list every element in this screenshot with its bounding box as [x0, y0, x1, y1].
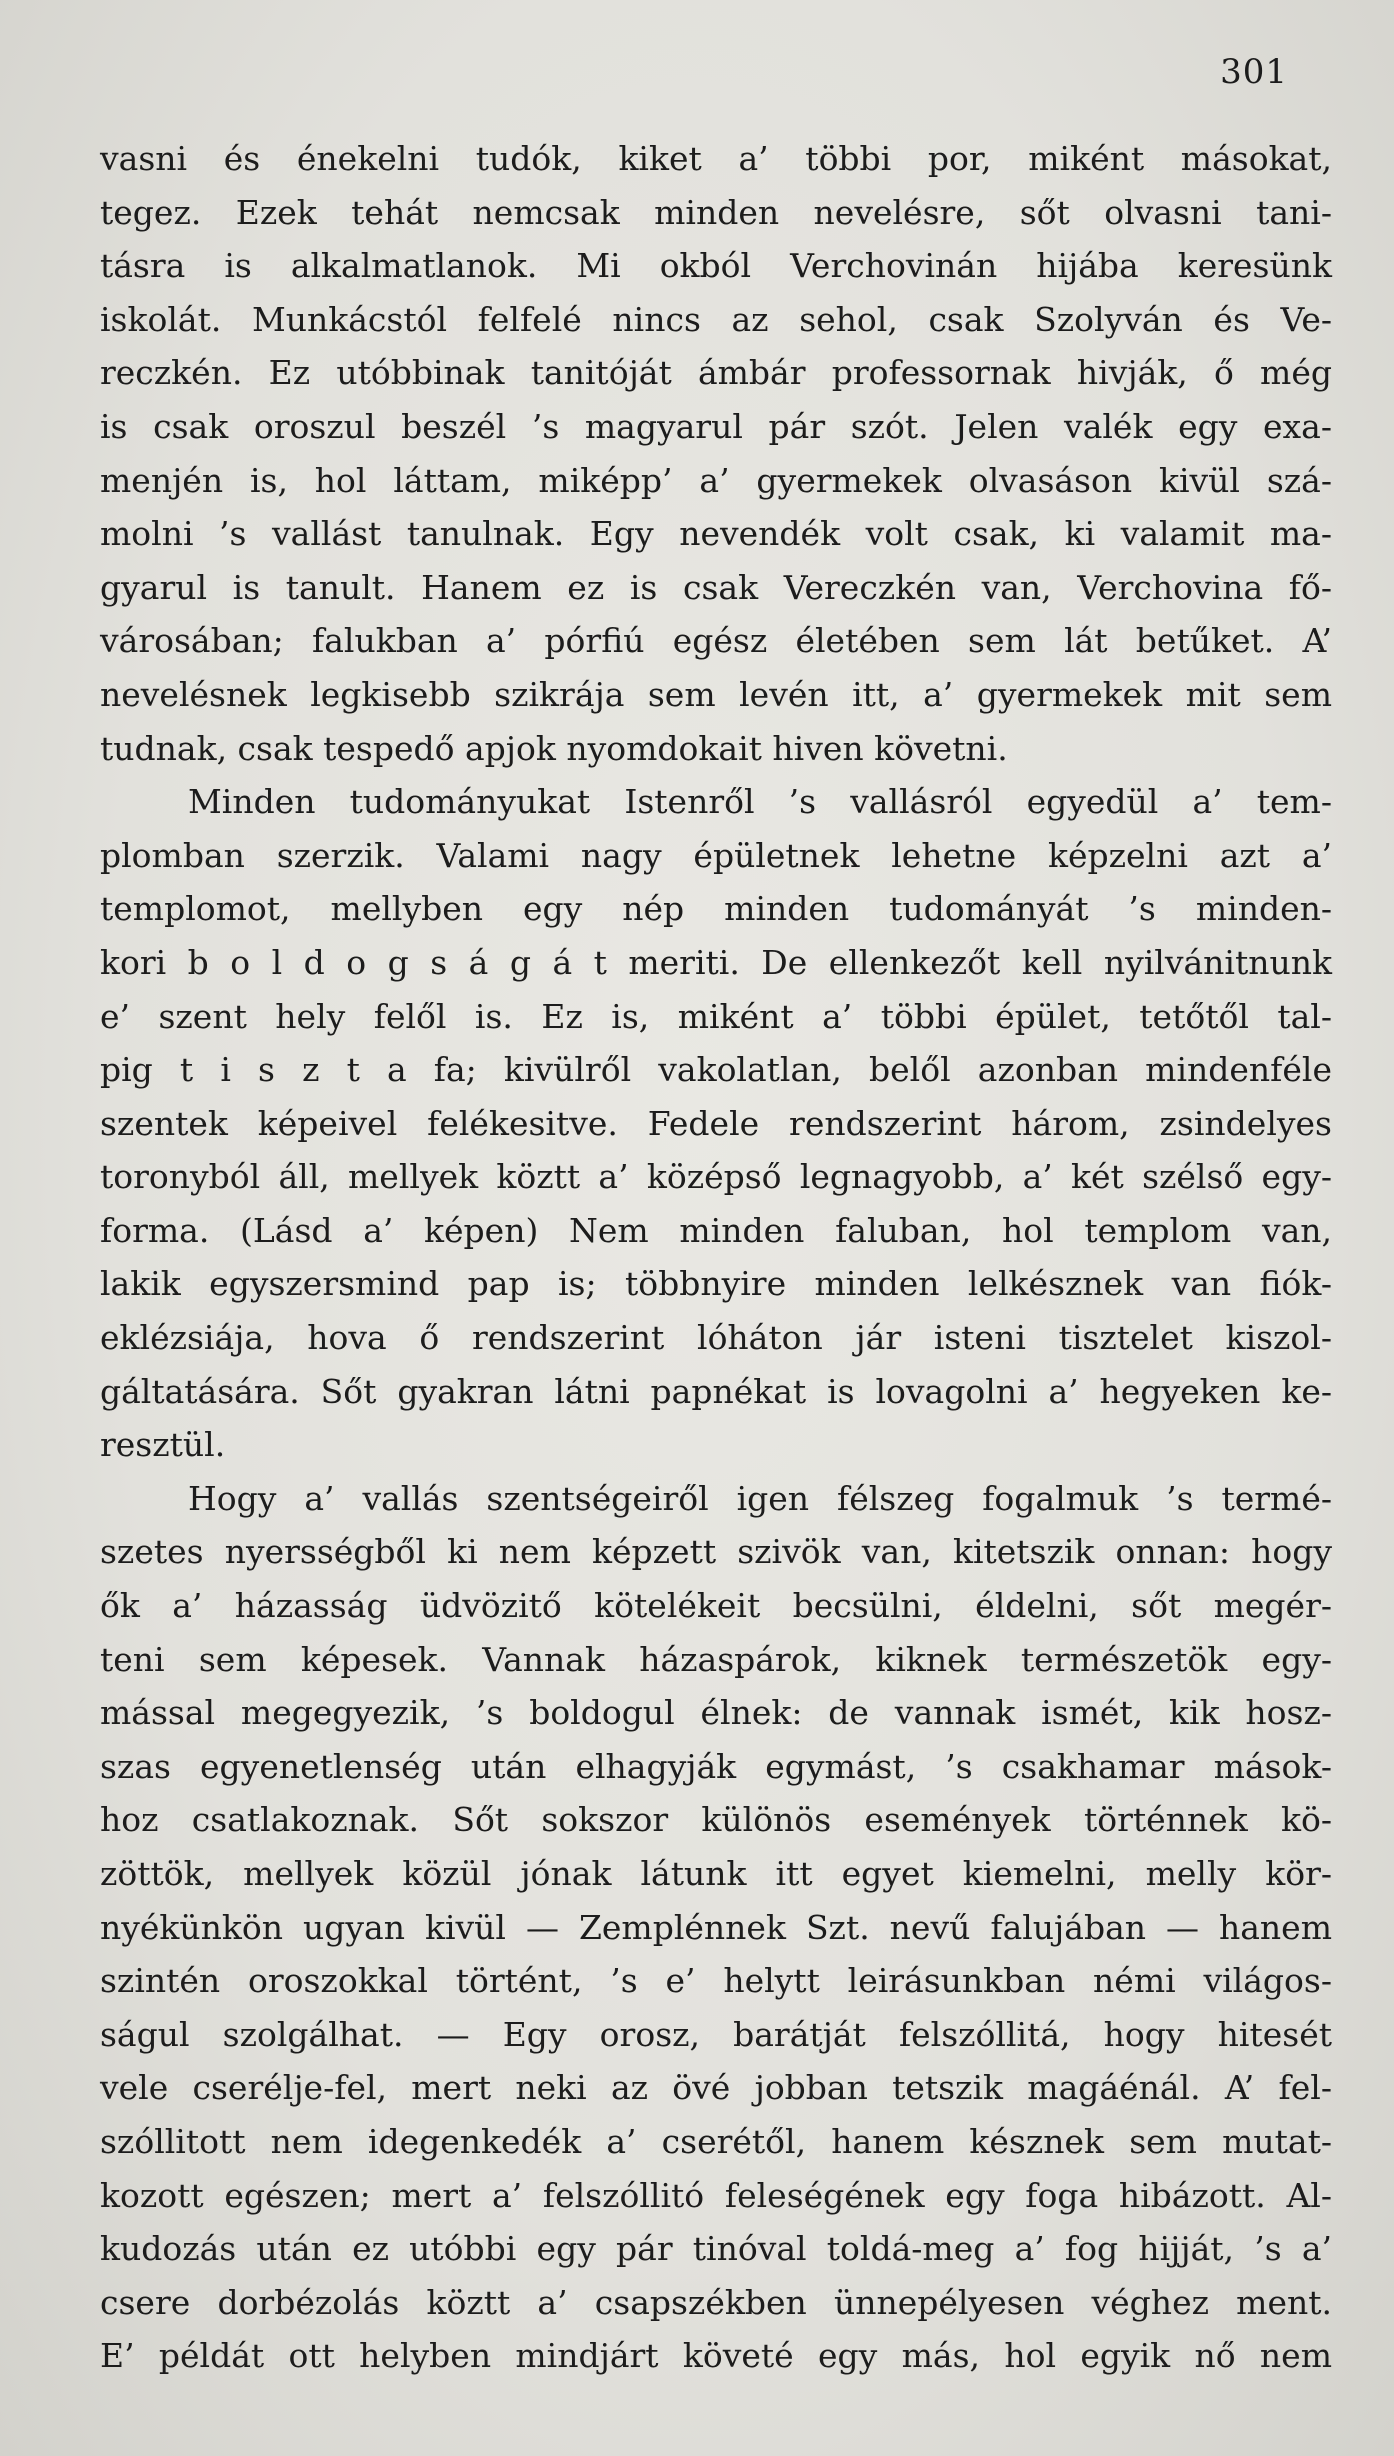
text-line: forma. (Lásd a’ képen) Nem minden faluban, hol templom van, [100, 1210, 1332, 1250]
text-line: ságul szolgálhat. — Egy orosz, barátját felszóllitá, hogy hitesét [100, 2014, 1332, 2054]
text-line: eklézsiája, hova ő rendszerint lóháton jár isteni tisztelet kiszol- [100, 1318, 1332, 1358]
text-line: tudnak, csak tespedő apjok nyomdokait hiven követni. [100, 728, 1008, 768]
text-line: E’ példát ott helyben mindjárt követé egy más, hol egyik nő nem [100, 2336, 1332, 2376]
text-line: szóllitott nem idegenkedék a’ cserétől, hanem késznek sem mutat- [100, 2121, 1332, 2161]
text-line: nevelésnek legkisebb szikrája sem levén itt, a’ gyermekek mit sem [100, 674, 1332, 714]
text-line: ők a’ házasság üdvözitő kötelékeit becsülni, éldelni, sőt megér- [100, 1586, 1332, 1626]
text-line: e’ szent hely felől is. Ez is, miként a’ többi épület, tetőtől tal- [100, 996, 1332, 1036]
text-line: kudozás után ez utóbbi egy pár tinóval toldá-meg a’ fog hijját, ’s a’ [100, 2229, 1332, 2269]
text-line: kori b o l d o g s á g á t meriti. De ellenkezőt kell nyilvánitnunk [100, 942, 1332, 982]
text-line: pig t i s z t a fa; kivülről vakolatlan, belől azonban mindenféle [100, 1050, 1332, 1090]
text-line: teni sem képesek. Vannak házaspárok, kiknek természetök egy- [100, 1639, 1332, 1679]
text-line: toronyból áll, mellyek köztt a’ középső legnagyobb, a’ két szélső egy- [100, 1157, 1332, 1197]
paragraph [100, 132, 1332, 775]
text-line: szintén oroszokkal történt, ’s e’ helytt leirásunkban némi világos- [100, 1961, 1332, 2001]
text-line: nyékünkön ugyan kivül — Zemplénnek Szt. nevű falujában — hanem [100, 1907, 1332, 1947]
text-line: resztül. [100, 1425, 226, 1465]
text-line: vasni és énekelni tudók, kiket a’ többi por, miként másokat, [100, 139, 1332, 178]
text-line: menjén is, hol láttam, miképp’ a’ gyermekek olvasáson kivül szá- [100, 460, 1332, 500]
text-line: zöttök, mellyek közül jónak látunk itt egyet kiemelni, melly kör- [100, 1854, 1332, 1893]
text-line: templomot, mellyben egy nép minden tudományát ’s minden- [100, 889, 1332, 929]
paragraph [100, 775, 1332, 1472]
text-line: lakik egyszersmind pap is; többnyire minden lelkésznek van fiók- [100, 1264, 1332, 1304]
text-line: hoz csatlakoznak. Sőt sokszor különös események történnek kö- [100, 1800, 1332, 1840]
text-line: vele cserélje-fel, mert neki az övé jobban tetszik magáénál. A’ fel- [100, 2068, 1332, 2108]
text-line: városában; falukban a’ pórfiú egész életében sem lát betűket. A’ [100, 621, 1332, 661]
text-line: iskolát. Munkácstól felfelé nincs az sehol, csak Szolyván és Ve- [100, 299, 1332, 339]
text-line: szas egyenetlenség után elhagyják egymást, ’s csakhamar mások- [100, 1746, 1332, 1786]
text-line: tegez. Ezek tehát nemcsak minden nevelésre, sőt olvasni tani- [100, 192, 1332, 232]
text-line: gyarul is tanult. Hanem ez is csak Vereczkén van, Verchovina fő- [100, 567, 1332, 607]
text-line: is csak oroszul beszél ’s magyarul pár szót. Jelen valék egy exa- [100, 406, 1332, 446]
text-line: tásra is alkalmatlanok. Mi okból Verchovinán hijába keresünk [100, 246, 1332, 286]
text-line: Hogy a’ vallás szentségeiről igen félszeg fogalmuk ’s termé- [188, 1478, 1332, 1518]
body-text [100, 132, 1332, 2383]
text-line: plomban szerzik. Valami nagy épületnek lehetne képzelni azt a’ [100, 835, 1332, 875]
text-line: mással megegyezik, ’s boldogul élnek: de vannak ismét, kik hosz- [100, 1693, 1332, 1733]
text-line: molni ’s vallást tanulnak. Egy nevendék volt csak, ki valamit ma- [100, 514, 1332, 554]
text-line: kozott egészen; mert a’ felszóllitó feleségének egy foga hibázott. Al- [100, 2175, 1332, 2215]
text-line: reczkén. Ez utóbbinak tanitóját ámbár professornak hivják, ő még [100, 353, 1332, 393]
text-line: csere dorbézolás köztt a’ csapszékben ünnepélyesen véghez ment. [100, 2282, 1332, 2322]
text-line: Minden tudományukat Istenről ’s vallásról egyedül a’ tem- [188, 782, 1332, 822]
text-line: gáltatására. Sőt gyakran látni papnékat is lovagolni a’ hegyeken ke- [100, 1371, 1332, 1411]
text-line: szentek képeivel felékesitve. Fedele rendszerint három, zsindelyes [100, 1103, 1332, 1143]
page-number: 301 [1220, 52, 1288, 92]
paragraph [100, 1472, 1332, 2383]
text-line: szetes nyersségből ki nem képzett szivök van, kitetszik onnan: hogy [100, 1532, 1332, 1572]
